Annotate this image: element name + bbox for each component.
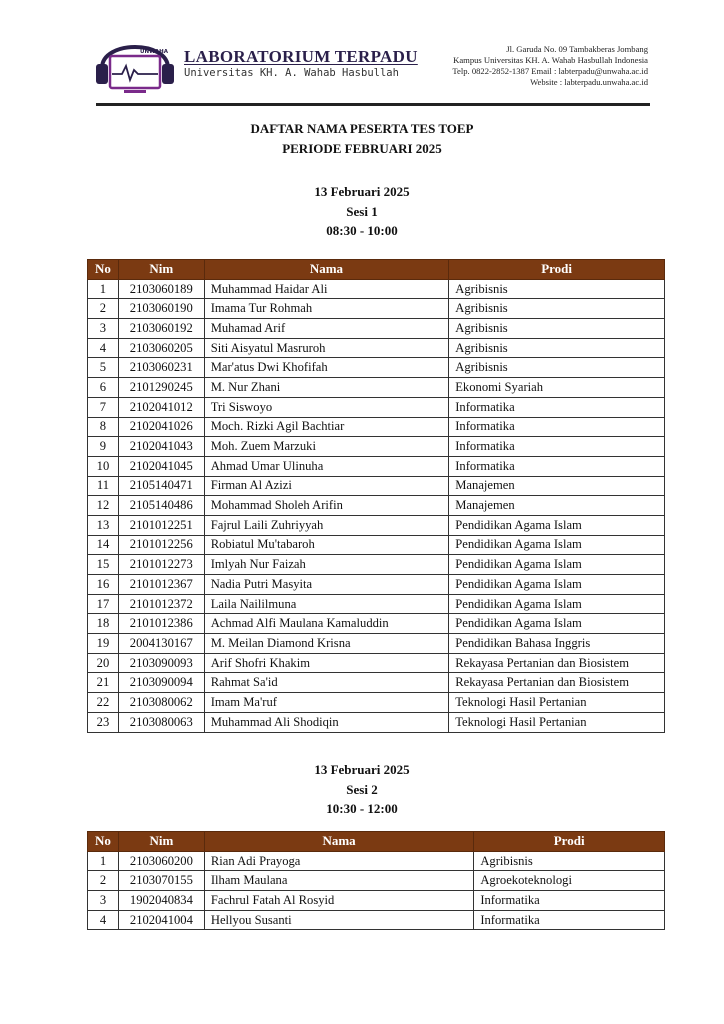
cell-nim: 2101012372 bbox=[118, 594, 204, 614]
cell-prodi: Agribisnis bbox=[449, 299, 665, 319]
table-row bbox=[88, 358, 665, 378]
cell-nim: 2103060192 bbox=[118, 319, 204, 339]
title-period: PERIODE FEBRUARI 2025 bbox=[282, 141, 442, 156]
cell-no: 17 bbox=[88, 594, 119, 614]
cell-nim: 2103060200 bbox=[118, 851, 204, 871]
header-divider bbox=[96, 103, 650, 106]
cell-prodi: Informatika bbox=[449, 397, 665, 417]
cell-nama: Rian Adi Prayoga bbox=[204, 851, 473, 871]
cell-prodi: Rekayasa Pertanian dan Biosistem bbox=[449, 673, 665, 693]
cell-nama: Moch. Rizki Agil Bachtiar bbox=[204, 417, 449, 437]
cell-nim: 2102041026 bbox=[118, 417, 204, 437]
cell-nama: Firman Al Azizi bbox=[204, 476, 449, 496]
cell-nama: Nadia Putri Masyita bbox=[204, 575, 449, 595]
cell-prodi: Teknologi Hasil Pertanian bbox=[449, 712, 665, 732]
cell-prodi: Manajemen bbox=[449, 496, 665, 516]
address-block bbox=[452, 44, 648, 88]
cell-nim: 2103060189 bbox=[118, 279, 204, 299]
title-line: DAFTAR NAMA PESERTA TES TOEP bbox=[250, 121, 474, 136]
cell-prodi: Pendidikan Agama Islam bbox=[449, 614, 665, 634]
cell-nama: Moh. Zuem Marzuki bbox=[204, 437, 449, 457]
cell-nim: 1902040834 bbox=[118, 891, 204, 911]
table-row bbox=[88, 575, 665, 595]
website-line: Website : labterpadu.unwaha.ac.id bbox=[530, 77, 648, 87]
column-header-prodi: Prodi bbox=[474, 832, 665, 852]
cell-no: 8 bbox=[88, 417, 119, 437]
cell-nim: 2101012256 bbox=[118, 535, 204, 555]
table-header-row bbox=[88, 260, 665, 280]
cell-prodi: Pendidikan Agama Islam bbox=[449, 535, 665, 555]
cell-nama: Muhammad Haidar Ali bbox=[204, 279, 449, 299]
cell-nama: M. Nur Zhani bbox=[204, 378, 449, 398]
session-2-table bbox=[87, 831, 665, 930]
cell-no: 18 bbox=[88, 614, 119, 634]
column-header-no: No bbox=[88, 260, 119, 280]
session-date: 13 Februari 2025 bbox=[314, 184, 410, 199]
table-row bbox=[88, 279, 665, 299]
letterhead bbox=[92, 34, 652, 110]
table-row bbox=[88, 515, 665, 535]
table-row bbox=[88, 417, 665, 437]
table-row bbox=[88, 476, 665, 496]
table-row bbox=[88, 634, 665, 654]
cell-no: 14 bbox=[88, 535, 119, 555]
cell-nim: 2101012367 bbox=[118, 575, 204, 595]
cell-nama: M. Meilan Diamond Krisna bbox=[204, 634, 449, 654]
cell-nim: 2004130167 bbox=[118, 634, 204, 654]
cell-nama: Imama Tur Rohmah bbox=[204, 299, 449, 319]
cell-nama: Laila Naililmuna bbox=[204, 594, 449, 614]
cell-nama: Fachrul Fatah Al Rosyid bbox=[204, 891, 473, 911]
session-2-heading bbox=[0, 760, 724, 819]
address-line: Jl. Garuda No. 09 Tambakberas Jombang bbox=[506, 44, 648, 54]
table-row bbox=[88, 712, 665, 732]
cell-prodi: Agribisnis bbox=[449, 338, 665, 358]
cell-no: 22 bbox=[88, 693, 119, 713]
table-row bbox=[88, 397, 665, 417]
table-row bbox=[88, 555, 665, 575]
cell-no: 5 bbox=[88, 358, 119, 378]
cell-nim: 2103090094 bbox=[118, 673, 204, 693]
cell-nama: Ahmad Umar Ulinuha bbox=[204, 456, 449, 476]
cell-nim: 2102041012 bbox=[118, 397, 204, 417]
cell-nama: Mohammad Sholeh Arifin bbox=[204, 496, 449, 516]
column-header-nama: Nama bbox=[204, 832, 473, 852]
session-1-rows bbox=[88, 279, 665, 732]
cell-no: 21 bbox=[88, 673, 119, 693]
cell-nama: Mar'atus Dwi Khofifah bbox=[204, 358, 449, 378]
table-row bbox=[88, 338, 665, 358]
cell-prodi: Pendidikan Agama Islam bbox=[449, 594, 665, 614]
cell-no: 13 bbox=[88, 515, 119, 535]
cell-prodi: Pendidikan Agama Islam bbox=[449, 555, 665, 575]
cell-no: 4 bbox=[88, 338, 119, 358]
cell-nama: Siti Aisyatul Masruroh bbox=[204, 338, 449, 358]
cell-prodi: Agroekoteknologi bbox=[474, 871, 665, 891]
cell-nama: Muhammad Ali Shodiqin bbox=[204, 712, 449, 732]
session-1-heading bbox=[0, 182, 724, 241]
cell-prodi: Informatika bbox=[474, 891, 665, 911]
cell-nama: Imam Ma'ruf bbox=[204, 693, 449, 713]
cell-prodi: Pendidikan Agama Islam bbox=[449, 575, 665, 595]
cell-nama: Arif Shofri Khakim bbox=[204, 653, 449, 673]
logo-text: UNWAHA bbox=[140, 49, 169, 55]
table-row bbox=[88, 614, 665, 634]
session-2-rows bbox=[88, 851, 665, 930]
cell-nim: 2103080063 bbox=[118, 712, 204, 732]
table-row bbox=[88, 496, 665, 516]
cell-no: 11 bbox=[88, 476, 119, 496]
column-header-nim: Nim bbox=[118, 832, 204, 852]
cell-no: 10 bbox=[88, 456, 119, 476]
cell-no: 15 bbox=[88, 555, 119, 575]
table-row bbox=[88, 851, 665, 871]
session-1-table bbox=[87, 259, 665, 733]
cell-prodi: Informatika bbox=[474, 910, 665, 930]
cell-nim: 2101290245 bbox=[118, 378, 204, 398]
cell-prodi: Informatika bbox=[449, 456, 665, 476]
cell-nim: 2101012273 bbox=[118, 555, 204, 575]
cell-nama: Muhamad Arif bbox=[204, 319, 449, 339]
session-label: Sesi 2 bbox=[346, 781, 378, 797]
cell-nim: 2101012251 bbox=[118, 515, 204, 535]
phone-email-line: Telp. 0822-2852-1387 Email : labterpadu@unwaha.ac.id bbox=[452, 66, 648, 76]
cell-no: 16 bbox=[88, 575, 119, 595]
lab-logo bbox=[92, 34, 178, 96]
cell-prodi: Pendidikan Agama Islam bbox=[449, 515, 665, 535]
column-header-nim: Nim bbox=[118, 260, 204, 280]
column-header-prodi: Prodi bbox=[449, 260, 665, 280]
cell-prodi: Agribisnis bbox=[474, 851, 665, 871]
table-row bbox=[88, 319, 665, 339]
table-row bbox=[88, 871, 665, 891]
cell-nim: 2102041004 bbox=[118, 910, 204, 930]
university-name: Universitas KH. A. Wahab Hasbullah bbox=[184, 67, 399, 79]
table-row bbox=[88, 653, 665, 673]
table-header-row bbox=[88, 832, 665, 852]
cell-prodi: Agribisnis bbox=[449, 279, 665, 299]
cell-prodi: Agribisnis bbox=[449, 319, 665, 339]
table-row bbox=[88, 673, 665, 693]
cell-no: 20 bbox=[88, 653, 119, 673]
cell-no: 2 bbox=[88, 871, 119, 891]
table-row bbox=[88, 594, 665, 614]
document-title bbox=[0, 119, 724, 159]
table-row bbox=[88, 535, 665, 555]
cell-no: 2 bbox=[88, 299, 119, 319]
cell-prodi: Manajemen bbox=[449, 476, 665, 496]
cell-no: 23 bbox=[88, 712, 119, 732]
cell-no: 6 bbox=[88, 378, 119, 398]
table-row bbox=[88, 910, 665, 930]
cell-nama: Achmad Alfi Maulana Kamaluddin bbox=[204, 614, 449, 634]
session-label: Sesi 1 bbox=[346, 203, 378, 219]
cell-nim: 2105140486 bbox=[118, 496, 204, 516]
cell-no: 3 bbox=[88, 319, 119, 339]
session-time: 10:30 - 12:00 bbox=[326, 801, 398, 816]
cell-prodi: Agribisnis bbox=[449, 358, 665, 378]
cell-nim: 2103090093 bbox=[118, 653, 204, 673]
cell-nama: Hellyou Susanti bbox=[204, 910, 473, 930]
address-line: Kampus Universitas KH. A. Wahab Hasbullah Indonesia bbox=[453, 55, 648, 65]
session-time: 08:30 - 10:00 bbox=[326, 223, 398, 238]
cell-nim: 2101012386 bbox=[118, 614, 204, 634]
cell-nama: Robiatul Mu'tabaroh bbox=[204, 535, 449, 555]
cell-nama: Fajrul Laili Zuhriyyah bbox=[204, 515, 449, 535]
cell-nim: 2103060231 bbox=[118, 358, 204, 378]
cell-nama: Ilham Maulana bbox=[204, 871, 473, 891]
cell-nim: 2103060205 bbox=[118, 338, 204, 358]
cell-nim: 2103080062 bbox=[118, 693, 204, 713]
table-row bbox=[88, 891, 665, 911]
cell-no: 4 bbox=[88, 910, 119, 930]
cell-nim: 2105140471 bbox=[118, 476, 204, 496]
session-date: 13 Februari 2025 bbox=[314, 762, 410, 777]
cell-no: 12 bbox=[88, 496, 119, 516]
cell-nim: 2103060190 bbox=[118, 299, 204, 319]
table-row bbox=[88, 437, 665, 457]
cell-no: 9 bbox=[88, 437, 119, 457]
cell-nim: 2102041043 bbox=[118, 437, 204, 457]
cell-nama: Tri Siswoyo bbox=[204, 397, 449, 417]
cell-nama: Rahmat Sa'id bbox=[204, 673, 449, 693]
table-row bbox=[88, 378, 665, 398]
cell-nim: 2103070155 bbox=[118, 871, 204, 891]
table-row bbox=[88, 299, 665, 319]
cell-no: 19 bbox=[88, 634, 119, 654]
cell-nim: 2102041045 bbox=[118, 456, 204, 476]
column-header-no: No bbox=[88, 832, 119, 852]
table-row bbox=[88, 693, 665, 713]
cell-prodi: Rekayasa Pertanian dan Biosistem bbox=[449, 653, 665, 673]
table-row bbox=[88, 456, 665, 476]
cell-nama: Imlyah Nur Faizah bbox=[204, 555, 449, 575]
cell-no: 1 bbox=[88, 851, 119, 871]
cell-prodi: Informatika bbox=[449, 417, 665, 437]
cell-prodi: Teknologi Hasil Pertanian bbox=[449, 693, 665, 713]
cell-no: 3 bbox=[88, 891, 119, 911]
cell-prodi: Informatika bbox=[449, 437, 665, 457]
cell-no: 1 bbox=[88, 279, 119, 299]
lab-name: LABORATORIUM TERPADU bbox=[184, 47, 418, 66]
cell-prodi: Pendidikan Bahasa Inggris bbox=[449, 634, 665, 654]
cell-no: 7 bbox=[88, 397, 119, 417]
column-header-nama: Nama bbox=[204, 260, 449, 280]
cell-prodi: Ekonomi Syariah bbox=[449, 378, 665, 398]
